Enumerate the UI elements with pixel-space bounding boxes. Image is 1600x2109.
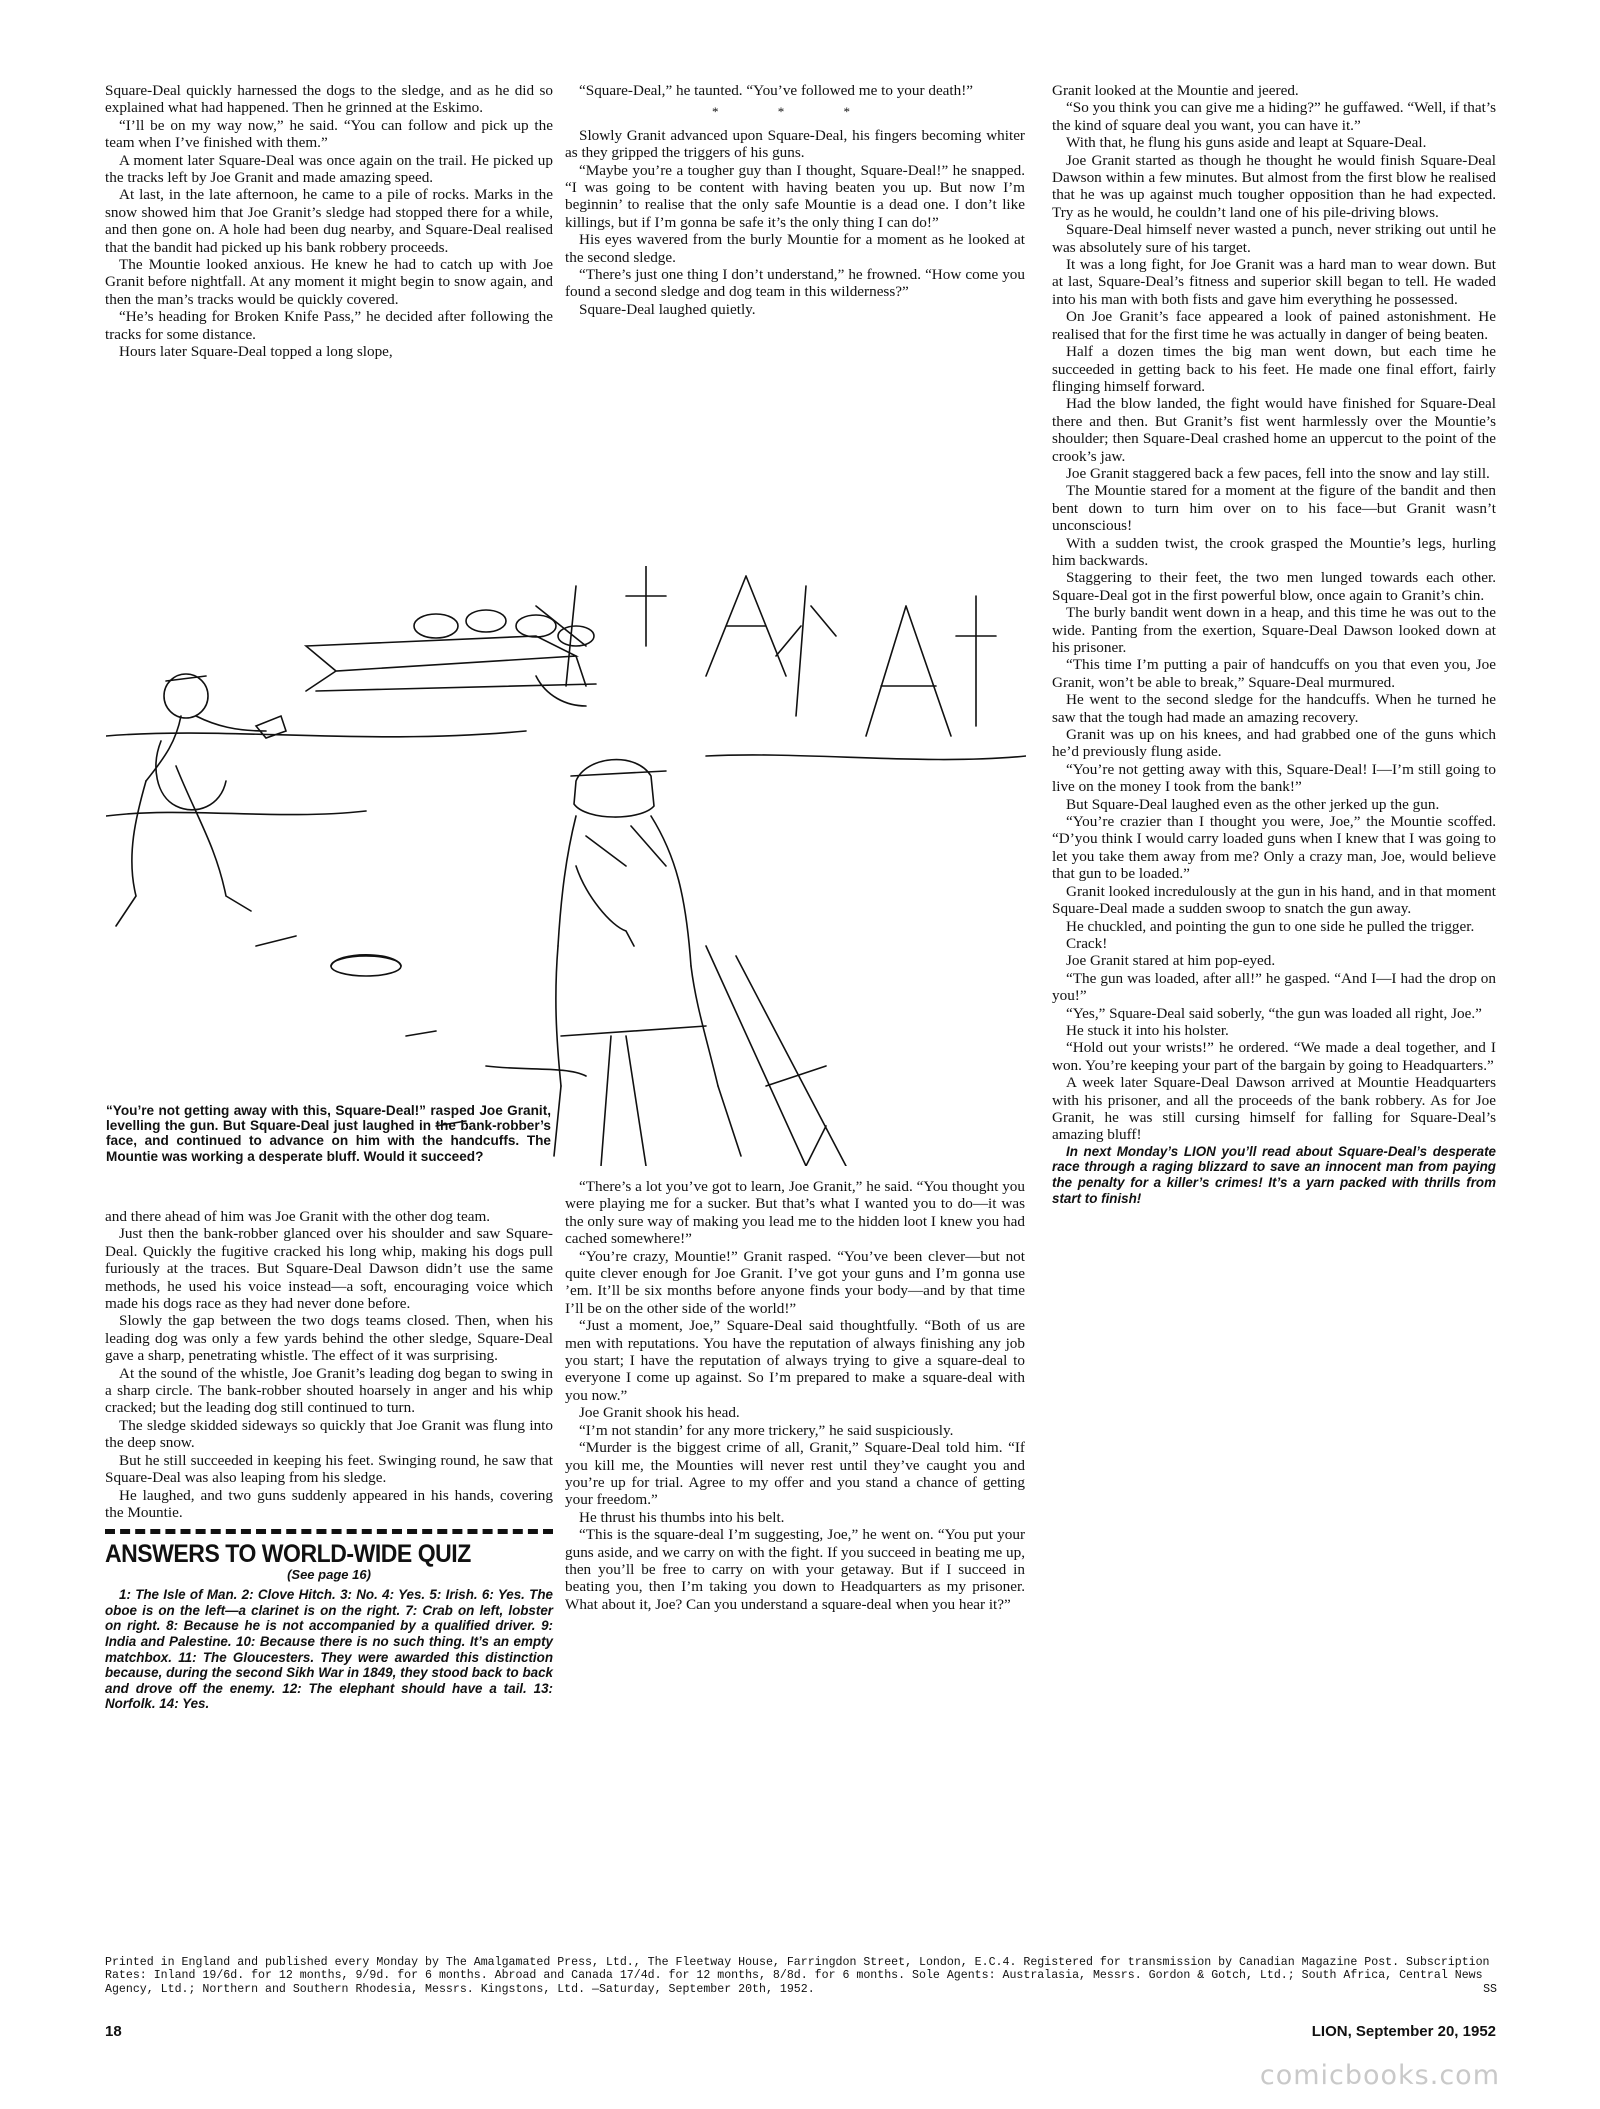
paragraph: “This time I’m putting a pair of handcuffs on you that even you, Joe Granit, won’t be able to break,” Square-Deal murmured.: [1052, 656, 1496, 691]
column-1-top: [105, 82, 553, 361]
column-2-bottom: [565, 1178, 1025, 1613]
paragraph: “He’s heading for Broken Knife Pass,” he decided after following the tracks for some distance.: [105, 308, 553, 343]
paragraph: At last, in the late afternoon, he came to a pile of rocks. Marks in the snow showed him that Joe Granit’s sledge had stopped there for a while, and then gone on. A hole had been dug nearby, and Square-Deal realised that the bandit had picked up his bank robbery proceeds.: [105, 186, 553, 256]
paragraph: “The gun was loaded, after all!” he gasped. “And I—I had the drop on you!”: [1052, 969, 1496, 1005]
paragraph: “Yes,” Square-Deal said soberly, “the gun was loaded all right, Joe.”: [1066, 1004, 1482, 1022]
divider: [105, 1529, 553, 1534]
paragraph: Granit looked incredulously at the gun in his hand, and in that moment Square-Deal made a sudden swoop to snatch the gun away.: [1052, 882, 1496, 918]
paragraph: The Mountie stared for a moment at the figure of the bandit and then bent down to turn him over on to his face—but Granit wasn’t unconscious!: [1052, 482, 1496, 535]
paragraph: The Mountie looked anxious. He knew he had to catch up with Joe Granit before nightfall. At any moment it might begin to snow again, and then the man’s tracks would be quickly covered.: [105, 256, 553, 308]
paragraph: A moment later Square-Deal was once again on the trail. He picked up the tracks left by Joe Granit and made amazing speed.: [105, 151, 553, 187]
paragraph: A week later Square-Deal Dawson arrived at Mountie Headquarters with his prisoner, and all the proceeds of the bank robbery. As for Joe Granit, he was still cursing himself for falling for Square-Deal’s amazing bluff!: [1052, 1074, 1496, 1144]
paragraph: “This is the square-deal I’m suggesting, Joe,” he went on. “You put your guns aside, and we carry on with the fight. If you succeed in beating me up, then you’ll be free to carry on with your getaway. But if I succeed in beating you, then I’m taking you down to Headquarters as my prisoner. What about it, Joe? Can you understand a square-deal when you hear it?”: [565, 1526, 1025, 1613]
paragraph: and there ahead of him was Joe Granit with the other dog team.: [105, 1208, 491, 1225]
paragraph: But Square-Deal laughed even as the other jerked up the gun.: [1066, 795, 1440, 813]
paragraph: “Just a moment, Joe,” Square-Deal said thoughtfully. “Both of us are men with reputations. You have the reputation of always finishing any job you start; I have the reputation of always trying to give a square-deal to everyone I come up against. So I’m prepared to make a square-deal with you now.”: [565, 1317, 1025, 1404]
issue-line: LION, September 20, 1952: [1311, 2023, 1496, 2040]
paragraph: “There’s just one thing I don’t understand,” he frowned. “How come you found a second sledge and dog team in this wilderness?”: [565, 266, 1025, 301]
paragraph: Half a dozen times the big man went down, but each time he succeeded in getting back to his feet. He made one final effort, fairly flinging himself forward.: [1052, 343, 1496, 395]
paragraph: He went to the second sledge for the handcuffs. When he turned he saw that the tough had made an amazing recovery.: [1052, 691, 1496, 726]
column-3: [1052, 82, 1496, 1206]
imprint: [105, 1956, 1497, 1996]
paragraph: “You’re crazy, Mountie!” Granit rasped. “You’ve been clever—but not quite clever enough for Joe Granit. I’ve got your guns and I’m gonna use ’em. It’ll be six months before anyone finds your body—and by that time I’ll be on the other side of the world!”: [565, 1247, 1025, 1317]
paragraph: Joe Granit stared at him pop-eyed.: [1066, 952, 1276, 970]
imprint-code: SS: [1483, 1982, 1497, 1996]
paragraph: “Square-Deal,” he taunted. “You’ve followed me to your death!”: [579, 82, 974, 99]
paragraph: Square-Deal himself never wasted a punch, never striking out until he was absolutely sure of his target.: [1052, 221, 1496, 256]
column-1-bottom: [105, 1208, 553, 1521]
paragraph: But he still succeeded in keeping his feet. Swinging round, he saw that Square-Deal was also leaping from his sledge.: [105, 1451, 553, 1487]
quiz-subtitle: (See page 16): [287, 1566, 371, 1582]
paragraph: He stuck it into his holster.: [1066, 1021, 1229, 1039]
paragraph: “I’m not standin’ for any more trickery,” he said suspiciously.: [579, 1421, 954, 1439]
section-separator: * * *: [712, 104, 878, 120]
paragraph: “Murder is the biggest crime of all, Granit,” Square-Deal told him. “If you kill me, the Mounties will never rest until they’ve caught you and you’re up for trial. Agree to my offer and you stand a chance of getting your freedom.”: [565, 1439, 1025, 1509]
paragraph: Square-Deal quickly harnessed the dogs to the sledge, and as he did so explained what had happened. Then he grinned at the Eskimo.: [105, 82, 553, 117]
column-2: [565, 82, 1025, 318]
imprint-text: Printed in England and published every Monday by The Amalgamated Press, Ltd., The Fleetway House, Farringdon Street, London, E.C.4. Registered for transmission by Canadian Magazine Post. Subscription Rates: Inland 19/6d. for 12 months, 9/9d. for 6 months. Abroad and Canada 17/4d. for 12 months, 8/8d. for 6 months. Sole Agents: Australasia, Messrs. Gordon & Gotch, Ltd.; South Africa, Central News Agency, Ltd.; Northern and Southern Rhodesia, Messrs. Kingstons, Ltd. —Saturday, September 20th, 1952.: [105, 1956, 1490, 1996]
column-2-mid: [565, 127, 1025, 318]
page-number: 18: [105, 2023, 122, 2040]
paragraph: With a sudden twist, the crook grasped the Mountie’s legs, hurling him backwards.: [1052, 534, 1496, 569]
paragraph: Square-Deal laughed quietly.: [579, 300, 756, 318]
paragraph: Granit was up on his knees, and had grabbed one of the guns which he’d previously flung aside.: [1052, 726, 1496, 761]
paragraph: On Joe Granit’s face appeared a look of pained astonishment. He realised that for the first time he was actually in danger of being beaten.: [1052, 308, 1496, 343]
paragraph: “You’re not getting away with this, Square-Deal! I—I’m still going to live on the money I took from the bank!”: [1052, 760, 1496, 796]
paragraph: “There’s a lot you’ve got to learn, Joe Granit,” he said. “You thought you were playing me for a sucker. But that’s what I wanted you to do—it was the only sure way of making you lead me to the hidden loot I knew you had cached somewhere!”: [565, 1178, 1025, 1248]
paragraph: “So you think you can give me a hiding?” he guffawed. “Well, if that’s the kind of square deal you want, you can have it.”: [1052, 99, 1496, 134]
paragraph: “I’ll be on my way now,” he said. “You can follow and pick up the team when I’ve finished with them.”: [105, 116, 553, 152]
quiz-answers: 1: The Isle of Man. 2: Clove Hitch. 3: No. 4: Yes. 5: Irish. 6: Yes. The oboe is on the left—a clarinet is on the right. 7: Crab on left, lobster on right. 8: Because he is not accompanied by a qualified driver. 9: India and Palestine. 10: Because there is no such thing. It’s an empty matchbox. 11: The Gloucesters. They were awarded this distinction because, during the second Sikh War in 1849, they stood back to back and drove off the enemy. 12: The elephant should have a tail. 13: Norfolk. 14: Yes.: [105, 1587, 553, 1712]
paragraph: Staggering to their feet, the two men lunged towards each other. Square-Deal got in the first powerful blow, once again to Granit’s chin.: [1052, 569, 1496, 604]
paragraph: Crack!: [1066, 934, 1108, 952]
paragraph: It was a long fight, for Joe Granit was a hard man to wear down. But at last, Square-Deal’s fitness and superior skill began to tell. He waded into his man with both fists and gave him everything he possessed.: [1052, 256, 1496, 308]
paragraph: With that, he flung his guns aside and leapt at Square-Deal.: [1066, 134, 1427, 152]
next-issue-teaser: In next Monday’s LION you’ll read about Square-Deal’s desperate race through a raging blizzard to save an innocent man from paying the penalty for a killer’s crimes! It’s a yarn packed with thrills from start to finish!: [1052, 1143, 1496, 1206]
illustration-caption: “You’re not getting away with this, Square-Deal!” rasped Joe Granit, levelling the gun. But Square-Deal just laughed in the bank-robber’s face, and continued to advance on him with the handcuffs. The Mountie was working a desperate bluff. Would it succeed?: [106, 1103, 551, 1164]
column-2-lower: [565, 1178, 1025, 1613]
paragraph: Slowly the gap between the two dogs teams closed. Then, when his leading dog was only a few yards behind the other sledge, Square-Deal gave a sharp, penetrating whistle. The effect of it was surprising.: [105, 1312, 553, 1365]
paragraph: Granit looked at the Mountie and jeered.: [1052, 82, 1299, 99]
paragraph: Joe Granit staggered back a few paces, fell into the snow and lay still.: [1066, 464, 1490, 482]
paragraph: Had the blow landed, the fight would have finished for Square-Deal there and then. But Granit’s fist went harmlessly over the Mountie’s shoulder; then Square-Deal crashed home an uppercut to the point of the crook’s jaw.: [1052, 395, 1496, 465]
paragraph: He chuckled, and pointing the gun to one side he pulled the trigger.: [1066, 917, 1475, 935]
column-3-body: [1052, 82, 1496, 1144]
paragraph: “Maybe you’re a tougher guy than I thought, Square-Deal!” he snapped. “I was going to be content with having beaten you up. But now I’m beginnin’ to realise that the only safe Mountie is a dead one. I don’t like killings, but if I’m gonna be safe it’s the only thing I can do!”: [565, 161, 1025, 231]
paragraph: The burly bandit went down in a heap, and this time he was out to the wide. Panting from the exertion, Square-Deal Dawson looked down at his prisoner.: [1052, 604, 1496, 656]
paragraph: He thrust his thumbs into his belt.: [579, 1508, 785, 1526]
column-2-top: [565, 82, 1025, 99]
paragraph: “You’re crazier than I thought you were, Joe,” the Mountie scoffed. “D’you think I would carry loaded guns when I knew that I was going to let you take them away from me? Only a crazy man, Joe, would believe that gun to be loaded.”: [1052, 813, 1496, 883]
paragraph: The sledge skidded sideways so quickly that Joe Granit was flung into the deep snow.: [105, 1416, 553, 1452]
paragraph: Slowly Granit advanced upon Square-Deal, his fingers becoming whiter as they gripped the triggers of his guns.: [565, 126, 1025, 162]
paragraph: Hours later Square-Deal topped a long slope,: [119, 343, 393, 361]
paragraph: Joe Granit started as though he thought he would finish Square-Deal Dawson within a few minutes. But almost from the first blow he realised that he was up against much tougher opposition than he had expected. Try as he would, he couldn’t land one of his pile-driving blows.: [1052, 151, 1496, 221]
paragraph: Just then the bank-robber glanced over his shoulder and saw Square-Deal. Quickly the fugitive cracked his long whip, making his dogs pull furiously at the traces. But Square-Deal Dawson didn’t use the same methods, he used his voice instead—a soft, encouraging voice which made his dogs race as they had never done before.: [105, 1225, 553, 1313]
paragraph: At the sound of the whistle, Joe Granit’s leading dog began to swing in a sharp circle. The bank-robber shouted hoarsely in anger and his whip cracked; but the leading dog still continued to turn.: [105, 1364, 553, 1417]
story-illustration: [106, 566, 1026, 1166]
paragraph: His eyes wavered from the burly Mountie for a moment as he looked at the second sledge.: [565, 231, 1025, 266]
paragraph: “Hold out your wrists!” he ordered. “We made a deal together, and I won. You’re keeping your part of the bargain by going to Headquarters.”: [1052, 1039, 1496, 1074]
paragraph: Joe Granit shook his head.: [579, 1404, 740, 1422]
column-1: [105, 82, 553, 361]
paragraph: He laughed, and two guns suddenly appeared in his hands, covering the Mountie.: [105, 1486, 553, 1521]
watermark: comicbooks.com: [1259, 2060, 1500, 2091]
column-1-lower: [105, 1208, 553, 1712]
quiz-title: ANSWERS TO WORLD-WIDE QUIZ: [105, 1540, 471, 1569]
